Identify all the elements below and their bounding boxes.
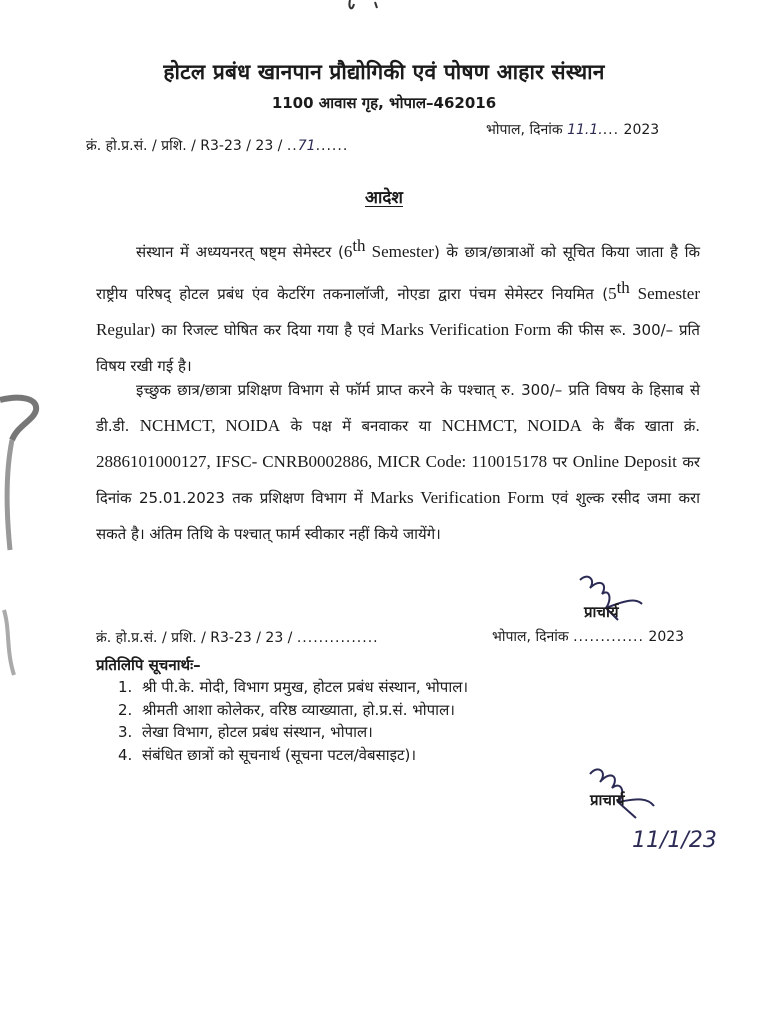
binding-string — [0, 380, 50, 680]
reference-prefix: क्रं. हो.प्र.सं. / प्रशि. / R3-23 / 23 / — [86, 138, 283, 154]
paragraph-2: इच्छुक छात्र/छात्रा प्रशिक्षण विभाग से फॉर्म प्राप्त करने के पश्चात् रु. 300/– प्रति विषय के हिसाब से डी.डी. NCHMCT, NOIDA के पक्ष में बनवाकर या NCHMCT, NOIDA के बैंक खाता क्रं. 2886101000127, IFSC- CNRB0002886, MICR Code: 110015178 पर Online Deposit कर दिनांक 25.01.2023 तक प्रशिक्षण विभाग में Marks Verification Form एवं शुल्क रसीद जमा करा सकते है। अंतिम तिथि के पश्चात् फार्म स्वीकार नहीं किये जायेंगे। — [96, 381, 701, 543]
reference-handwritten-number: 71 — [297, 138, 316, 154]
list-item: 2. श्रीमती आशा कोलेकर, वरिष्ठ व्याख्याता, हो.प्र.सं. भोपाल। — [118, 700, 455, 719]
signature-date: 11/1/23 — [632, 828, 717, 853]
reference-date-2: भोपाल, दिनांक ............. 2023 — [492, 629, 685, 645]
order-title: आदेश — [365, 188, 403, 208]
list-item: 4. संबंधित छात्रों को सूचनार्थ (सूचना पटल/वेबसाइट)। — [118, 745, 417, 764]
signatory-title-2: प्राचार्य — [590, 791, 625, 809]
list-item: 3. लेखा विभाग, होटल प्रबंध संस्थान, भोपाल। — [118, 723, 373, 741]
org-address: 1100 आवास गृह, भोपाल–462016 — [271, 94, 497, 112]
paragraph-1: संस्थान में अध्ययनरत् षष्ट्म सेमेस्टर (6th Semester) के छात्र/छात्राओं को सूचित किया जाता है कि राष्ट्रीय परिषद् होटल प्रबंध एंव केटरिंग तकनालॉजी, नोएडा द्वारा पंचम सेमेस्टर नियमित (5th Semester Regular) का रिजल्ट घोषित कर दिया गया है एवं Marks Verification Form की फीस रू. 300/– प्रति विषय रखी गई है। — [96, 236, 700, 375]
signatory-title-1: प्राचार्य — [584, 603, 619, 621]
cc-list — [118, 676, 468, 766]
date-handwritten: 11.1. — [567, 122, 603, 138]
org-name: होटल प्रबंध खानपान प्रौद्योगिकी एवं पोषण आहार संस्थान — [163, 60, 605, 84]
reference-number-2: क्रं. हो.प्र.सं. / प्रशि. / R3-23 / 23 / ............... — [96, 630, 379, 646]
reference-number: क्रं. हो.प्र.सं. / प्रशि. / R3-23 / 23 / ..71...... — [86, 138, 349, 154]
list-item: 1. श्री पी.के. मोदी, विभाग प्रमुख, होटल प्रबंध संस्थान, भोपाल। — [118, 678, 469, 696]
pen-mark — [330, 0, 410, 20]
reference-date: भोपाल, दिनांक 11.1.... 2023 — [486, 122, 660, 138]
date-year: 2023 — [623, 122, 660, 138]
cc-heading: प्रतिलिपि सूचनार्थः– — [96, 656, 201, 674]
date-prefix: भोपाल, दिनांक — [486, 122, 563, 138]
